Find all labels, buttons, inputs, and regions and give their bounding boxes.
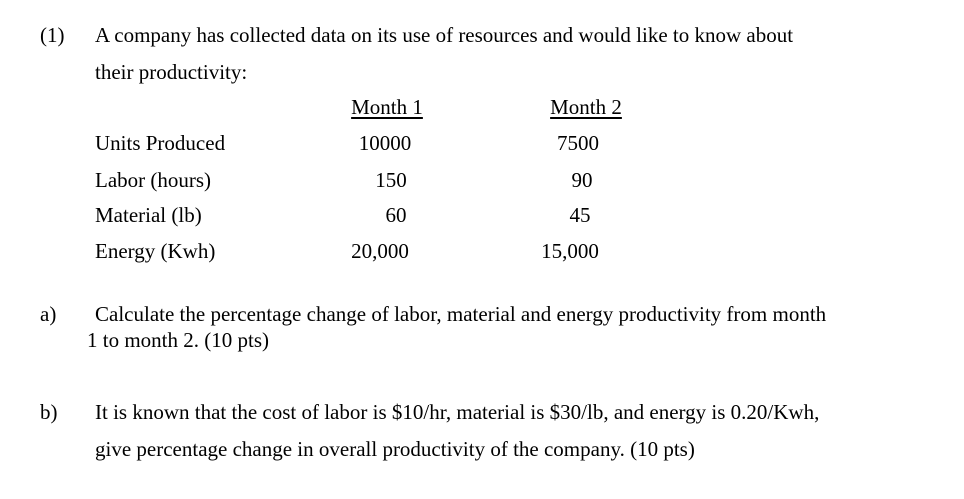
question-intro-line-2: their productivity: — [95, 60, 248, 84]
header-month-2: Month 2 — [550, 95, 622, 119]
question-intro-line-1: A company has collected data on its use of resources and would like to know about — [95, 23, 794, 47]
part-a-line-2: 1 to month 2. (10 pts) — [87, 328, 269, 352]
month-1-value: 60 — [385, 203, 407, 227]
part-a-marker: a) — [40, 302, 57, 326]
header-month-1: Month 1 — [351, 95, 423, 119]
question-number: (1) — [40, 23, 65, 47]
row-label: Energy (Kwh) — [95, 239, 216, 263]
part-b-line-2: give percentage change in overall productivity of the company. (10 pts) — [95, 437, 695, 461]
month-2-value: 45 — [569, 203, 591, 227]
month-2-value: 90 — [571, 168, 593, 192]
part-a-line-1: Calculate the percentage change of labor, material and energy productivity from month — [95, 302, 827, 326]
row-label: Units Produced — [95, 131, 226, 155]
part-b-line-1: It is known that the cost of labor is $10/hr, material is $30/lb, and energy is 0.20/Kwh, — [95, 400, 820, 424]
month-2-value: 15,000 — [541, 239, 599, 263]
row-label: Material (lb) — [95, 203, 202, 227]
month-1-value: 150 — [375, 168, 407, 192]
month-2-value: 7500 — [557, 131, 599, 155]
month-1-value: 10000 — [358, 131, 412, 155]
month-1-value: 20,000 — [351, 239, 409, 263]
row-label: Labor (hours) — [95, 168, 212, 192]
part-b-marker: b) — [40, 400, 58, 424]
